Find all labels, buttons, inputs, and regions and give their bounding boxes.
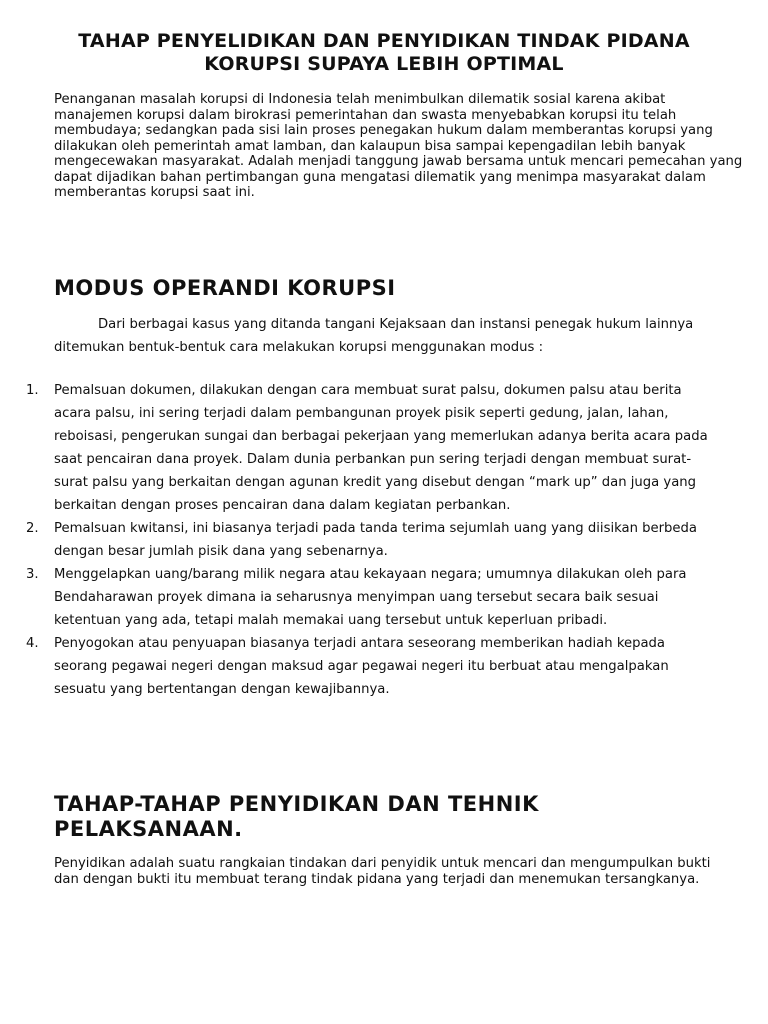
list-item-number: 3. (26, 567, 39, 582)
list-item-number: 2. (26, 521, 39, 536)
list-item-text: Menggelapkan uang/barang milik negara atau kekayaan negara; umumnya dilakukan oleh para Bendaharawan proyek dimana ia seharusnya menyimpan uang tersebut secara baik sesuai ketentuan yang ada, tetapi malah memakai uang tersebut untuk keperluan pribadi. (54, 567, 687, 628)
list-item (22, 632, 722, 701)
section-heading-modus: MODUS OPERANDI KORUPSI (54, 276, 396, 300)
section-lead-paragraph: Dari berbagai kasus yang ditanda tangani Kejaksaan dan instansi penegak hukum lainnya ditemukan bentuk-bentuk cara melakukan korupsi menggunakan modus : (54, 317, 694, 355)
list-item (22, 379, 722, 517)
list-item-number: 1. (26, 383, 39, 398)
list-item-number: 4. (26, 636, 39, 651)
document-title: TAHAP PENYELIDIKAN DAN PENYIDIKAN TINDAK PIDANA KORUPSI SUPAYA LEBIH OPTIMAL (78, 30, 690, 75)
modus-list (22, 379, 722, 701)
list-item-text: Pemalsuan kwitansi, ini biasanya terjadi pada tanda terima sejumlah uang yang diisikan berbeda dengan besar jumlah pisik dana yang sebenarnya. (54, 521, 697, 559)
list-item (22, 563, 722, 632)
penyidikan-paragraph: Penyidikan adalah suatu rangkaian tindakan dari penyidik untuk mencari dan mengumpulkan bukti dan dengan bukti itu membuat terang tindak pidana yang terjadi dan menemukan tersangkanya. (54, 856, 711, 887)
intro-paragraph: Penanganan masalah korupsi di Indonesia telah menimbulkan dilematik sosial karena akibat manajemen korupsi dalam birokrasi pemerintahan dan swasta menyebabkan korupsi itu telah membudaya; sedangkan pada sisi lain proses penegakan hukum dalam memberantas korupsi yang dilakukan oleh pemerintah amat lamban, dan kalaupun bisa sampai kepengadilan lebih banyak mengecewakan masyarakat. Adalah menjadi tanggung jawab bersama untuk mencari pemecahan yang dapat dijadikan bahan pertimbangan guna mengatasi dilematik yang menimpa masyarakat dalam memberantas korupsi saat ini. (54, 92, 743, 200)
list-item (22, 517, 722, 563)
list-item-text: Penyogokan atau penyuapan biasanya terjadi antara seseorang memberikan hadiah kepada seorang pegawai negeri dengan maksud agar pegawai negeri itu berbuat atau mengalpakan sesuatu yang bertentangan dengan kewajibannya. (54, 636, 669, 697)
section-heading-penyidikan: TAHAP-TAHAP PENYIDIKAN DAN TEHNIK PELAKSANAAN. (54, 792, 539, 841)
list-item-text: Pemalsuan dokumen, dilakukan dengan cara membuat surat palsu, dokumen palsu atau berita acara palsu, ini sering terjadi dalam pembangunan proyek pisik seperti gedung, jalan, lahan, reboisasi, pengerukan sungai dan berbagai pekerjaan yang memerlukan adanya berita acara pada saat pencairan dana proyek. Dalam dunia perbankan pun sering terjadi dengan membuat surat-surat palsu yang berkaitan dengan agunan kredit yang disebut dengan “mark up” dan juga yang berkaitan dengan proses pencairan dana dalam kegiatan perbankan. (54, 383, 708, 513)
